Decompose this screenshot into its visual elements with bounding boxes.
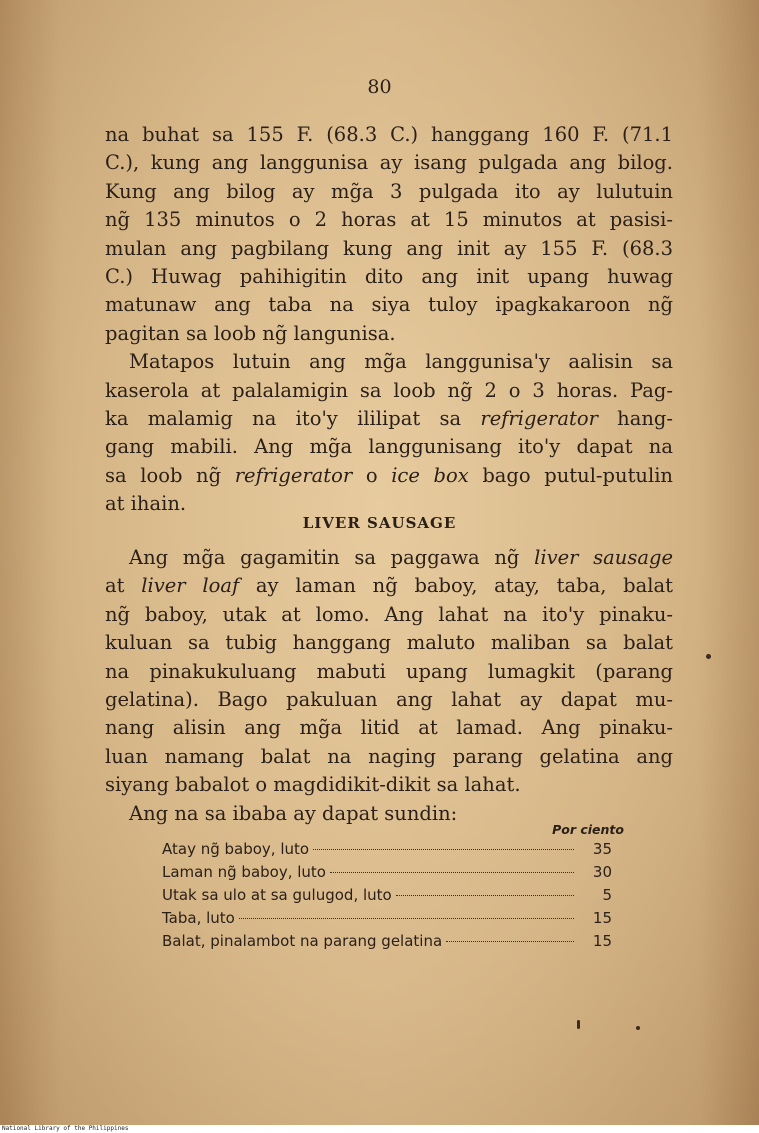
- text-line: sa loob ng̃ refrigerator o ice box bago putul-putulin: [105, 463, 673, 487]
- table-row: [162, 886, 612, 909]
- text-line: ka malamig na ito'y ililipat sa refrigerator hang-: [105, 406, 673, 430]
- dot-leader: [330, 872, 574, 873]
- ink-spot: [577, 1020, 580, 1029]
- text-line: matunaw ang taba na siya tuloy ipagkakaroon ng̃: [105, 293, 673, 317]
- table-row: [162, 840, 612, 863]
- text-line: at liver loaf ay laman ng̃ baboy, atay, taba, balat: [105, 574, 673, 598]
- row-value: 5: [602, 886, 612, 904]
- text-line: C.) Huwag pahihigitin dito ang init upang huwag: [105, 264, 673, 288]
- ingredient-table: [162, 822, 624, 955]
- text-line: luan namang balat na naging parang gelatina ang: [105, 744, 673, 768]
- text-line: Ang mg̃a gagamitin sa paggawa ng̃ liver sausage: [129, 546, 673, 569]
- ink-spot: [636, 1026, 640, 1030]
- text-line: gang mabili. Ang mg̃a langgunisang ito'y dapat na: [105, 435, 673, 459]
- text-line: at ihain.: [105, 492, 187, 516]
- text-line: mulan ang pagbilang kung ang init ay 155 F. (68.3: [105, 236, 673, 260]
- table-column-header: Por ciento: [552, 822, 624, 837]
- row-label: Laman ng̃ baboy, luto: [162, 863, 326, 881]
- row-label: Utak sa ulo at sa gulugod, luto: [162, 886, 392, 904]
- row-label: Balat, pinalambot na parang gelatina: [162, 932, 443, 950]
- text-line: na pinakukuluang mabuti upang lumagkit (parang: [105, 659, 673, 683]
- table-row: [162, 909, 612, 932]
- row-value: 30: [592, 863, 612, 881]
- section-heading: LIVER SAUSAGE: [302, 514, 457, 532]
- row-value: 35: [592, 840, 612, 858]
- text-line: ng̃ baboy, utak at lomo. Ang lahat na ito'y pinaku-: [105, 602, 673, 626]
- text-line: Ang na sa ibaba ay dapat sundin:: [129, 801, 458, 825]
- text-line: ng̃ 135 minutos o 2 horas at 15 minutos at pasisi-: [105, 208, 673, 232]
- text-line: kaserola at palalamigin sa loob ng̃ 2 o 3 horas. Pag-: [105, 378, 673, 402]
- table-row: [162, 863, 612, 886]
- text-line: gelatina). Bago pakuluan ang lahat ay dapat mu-: [105, 687, 673, 711]
- row-value: 15: [592, 909, 612, 927]
- table-row: [162, 932, 612, 955]
- row-label: Taba, luto: [162, 909, 235, 927]
- text-line: kuluan sa tubig hanggang maluto maliban sa balat: [105, 631, 673, 655]
- row-value: 15: [592, 932, 612, 950]
- dot-leader: [239, 918, 574, 919]
- paragraph-3: [105, 544, 673, 828]
- text-line: siyang babalot o magdidikit-dikit sa lahat.: [105, 773, 521, 797]
- ink-spot: [706, 654, 711, 659]
- text-line: Matapos lutuin ang mg̃a langgunisa'y aalisin sa: [129, 350, 673, 374]
- row-label: Atay ng̃ baboy, luto: [162, 840, 310, 858]
- text-line: na buhat sa 155 F. (68.3 C.) hanggang 160 F. (71.1: [105, 123, 673, 146]
- library-credit: National Library of the Philippines: [2, 1125, 129, 1132]
- dot-leader: [446, 941, 574, 942]
- dot-leader: [313, 849, 574, 850]
- text-line: C.), kung ang langgunisa ay isang pulgada ang bilog.: [105, 151, 673, 175]
- text-line: Kung ang bilog ay mg̃a 3 pulgada ito ay lulutuin: [105, 179, 673, 203]
- dot-leader: [396, 895, 574, 896]
- text-line: pagitan sa loob ng̃ langunisa.: [105, 321, 396, 345]
- text-line: nang alisin ang mg̃a litid at lamad. Ang pinaku-: [105, 716, 673, 740]
- page-number: 80: [367, 76, 392, 98]
- paragraph-1: [105, 121, 673, 518]
